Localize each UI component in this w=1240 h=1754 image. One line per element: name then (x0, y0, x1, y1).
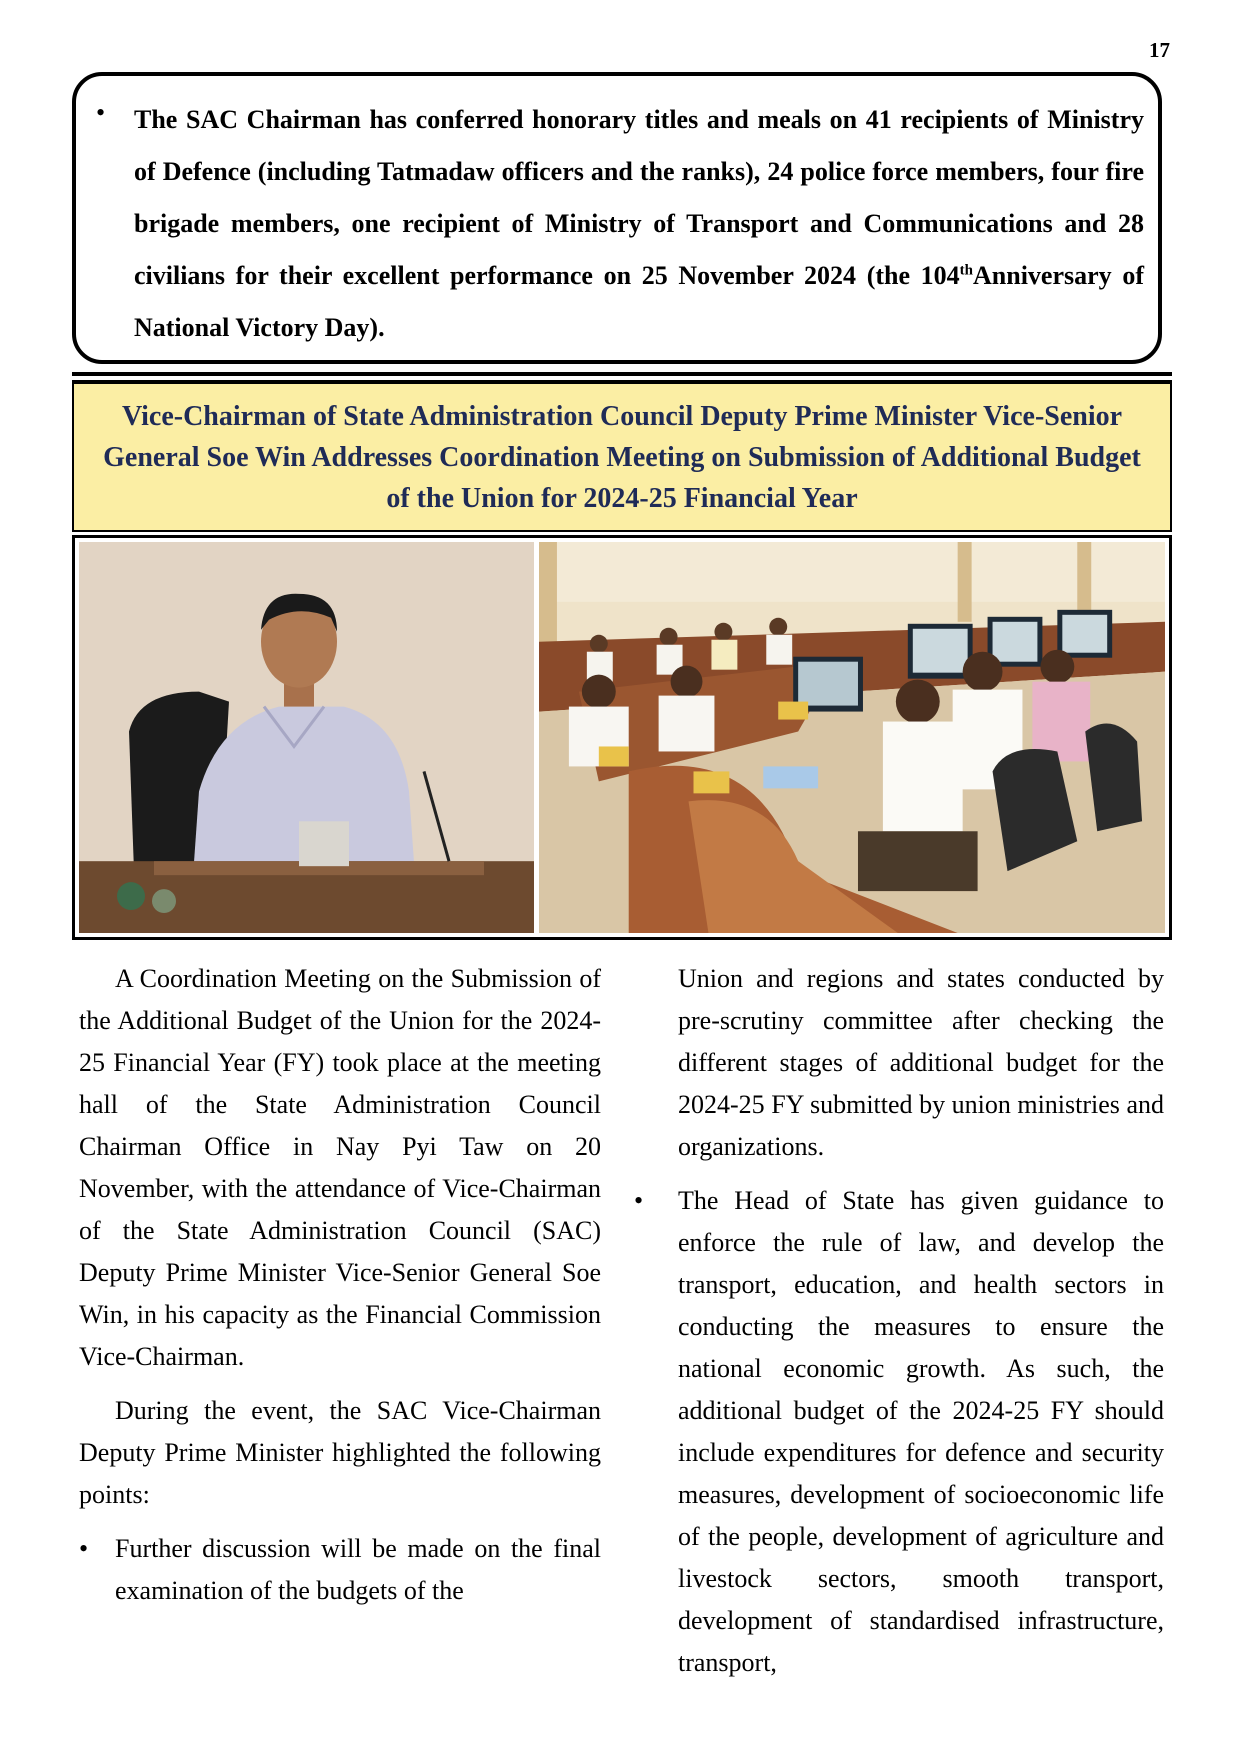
note-superscript: th (959, 262, 974, 279)
section-divider-thick (72, 372, 1172, 376)
article-paragraph-2: During the event, the SAC Vice-Chairman Deputy Prime Minister highlighted the following points: (79, 1396, 601, 1509)
highlight-point-1-continued: Union and regions and states conducted by pre-scrutiny committee after checking the different stages of additional budget for the 2024-25 FY submitted by union ministries and organizations. (678, 964, 1164, 1161)
meeting-hall-photo-image (539, 542, 1165, 933)
note-text-main: The SAC Chairman has conferred honorary titles and meals on 41 recipients of Ministry of Defence (including Tatmadaw officers and the ranks), 24 police force members, four fire brigade members, one recipient of Ministry of Transport and Communications and 28 civilians for their excellent performance on 25 November 2024 (the 104 (134, 105, 1144, 290)
highlight-point-1 (79, 1528, 601, 1612)
meeting-hall-photo (539, 542, 1165, 933)
article-paragraph-1: A Coordination Meeting on the Submission of the Additional Budget of the Union for the 2024-25 Financial Year (FY) took place at the meeting hall of the State Administration Council Chairman Office in Nay Pyi Taw on 20 November, with the attendance of Vice-Chairman of the State Administration Council (SAC) Deputy Prime Minister Vice-Senior General Soe Win, in his capacity as the Financial Commission Vice-Chairman. (79, 964, 601, 1371)
bullet-marker: • (634, 1186, 644, 1215)
note-text-end: Anniversary of National Victory Day). (134, 261, 1144, 342)
photo-strip (72, 535, 1172, 940)
article-headline: Vice-Chairman of State Administration Council Deputy Prime Minister Vice-Senior General Soe Win Addresses Coordination Meeting on Submission of Additional Budget of the Union for 2024-25 Financial Year (103, 400, 1141, 514)
highlight-point-2-text: The Head of State has given guidance to enforce the rule of law, and develop the transport, education, and health sectors in conducting the measures to ensure the national economic growth. As such, the additional budget of the 2024-25 FY should include expenditures for defence and security measures, development of socioeconomic life of the people, development of agriculture and livestock sectors, smooth transport, development of standardised infrastructure, transport, (678, 1186, 1164, 1677)
honorary-titles-note-box (72, 72, 1162, 364)
speaker-photo-image (79, 542, 534, 933)
article-right-column (634, 958, 1164, 1684)
bullet-marker: • (96, 98, 106, 127)
article-headline-box (72, 382, 1172, 532)
highlight-point-2 (634, 1180, 1164, 1684)
highlight-point-1-text: Further discussion will be made on the final examination of the budgets of the (115, 1534, 601, 1605)
speaker-photo (79, 542, 534, 933)
article-left-column (79, 958, 601, 1612)
honorary-titles-note (134, 94, 1144, 354)
page-number: 17 (1149, 38, 1170, 62)
bullet-marker: • (79, 1534, 89, 1563)
